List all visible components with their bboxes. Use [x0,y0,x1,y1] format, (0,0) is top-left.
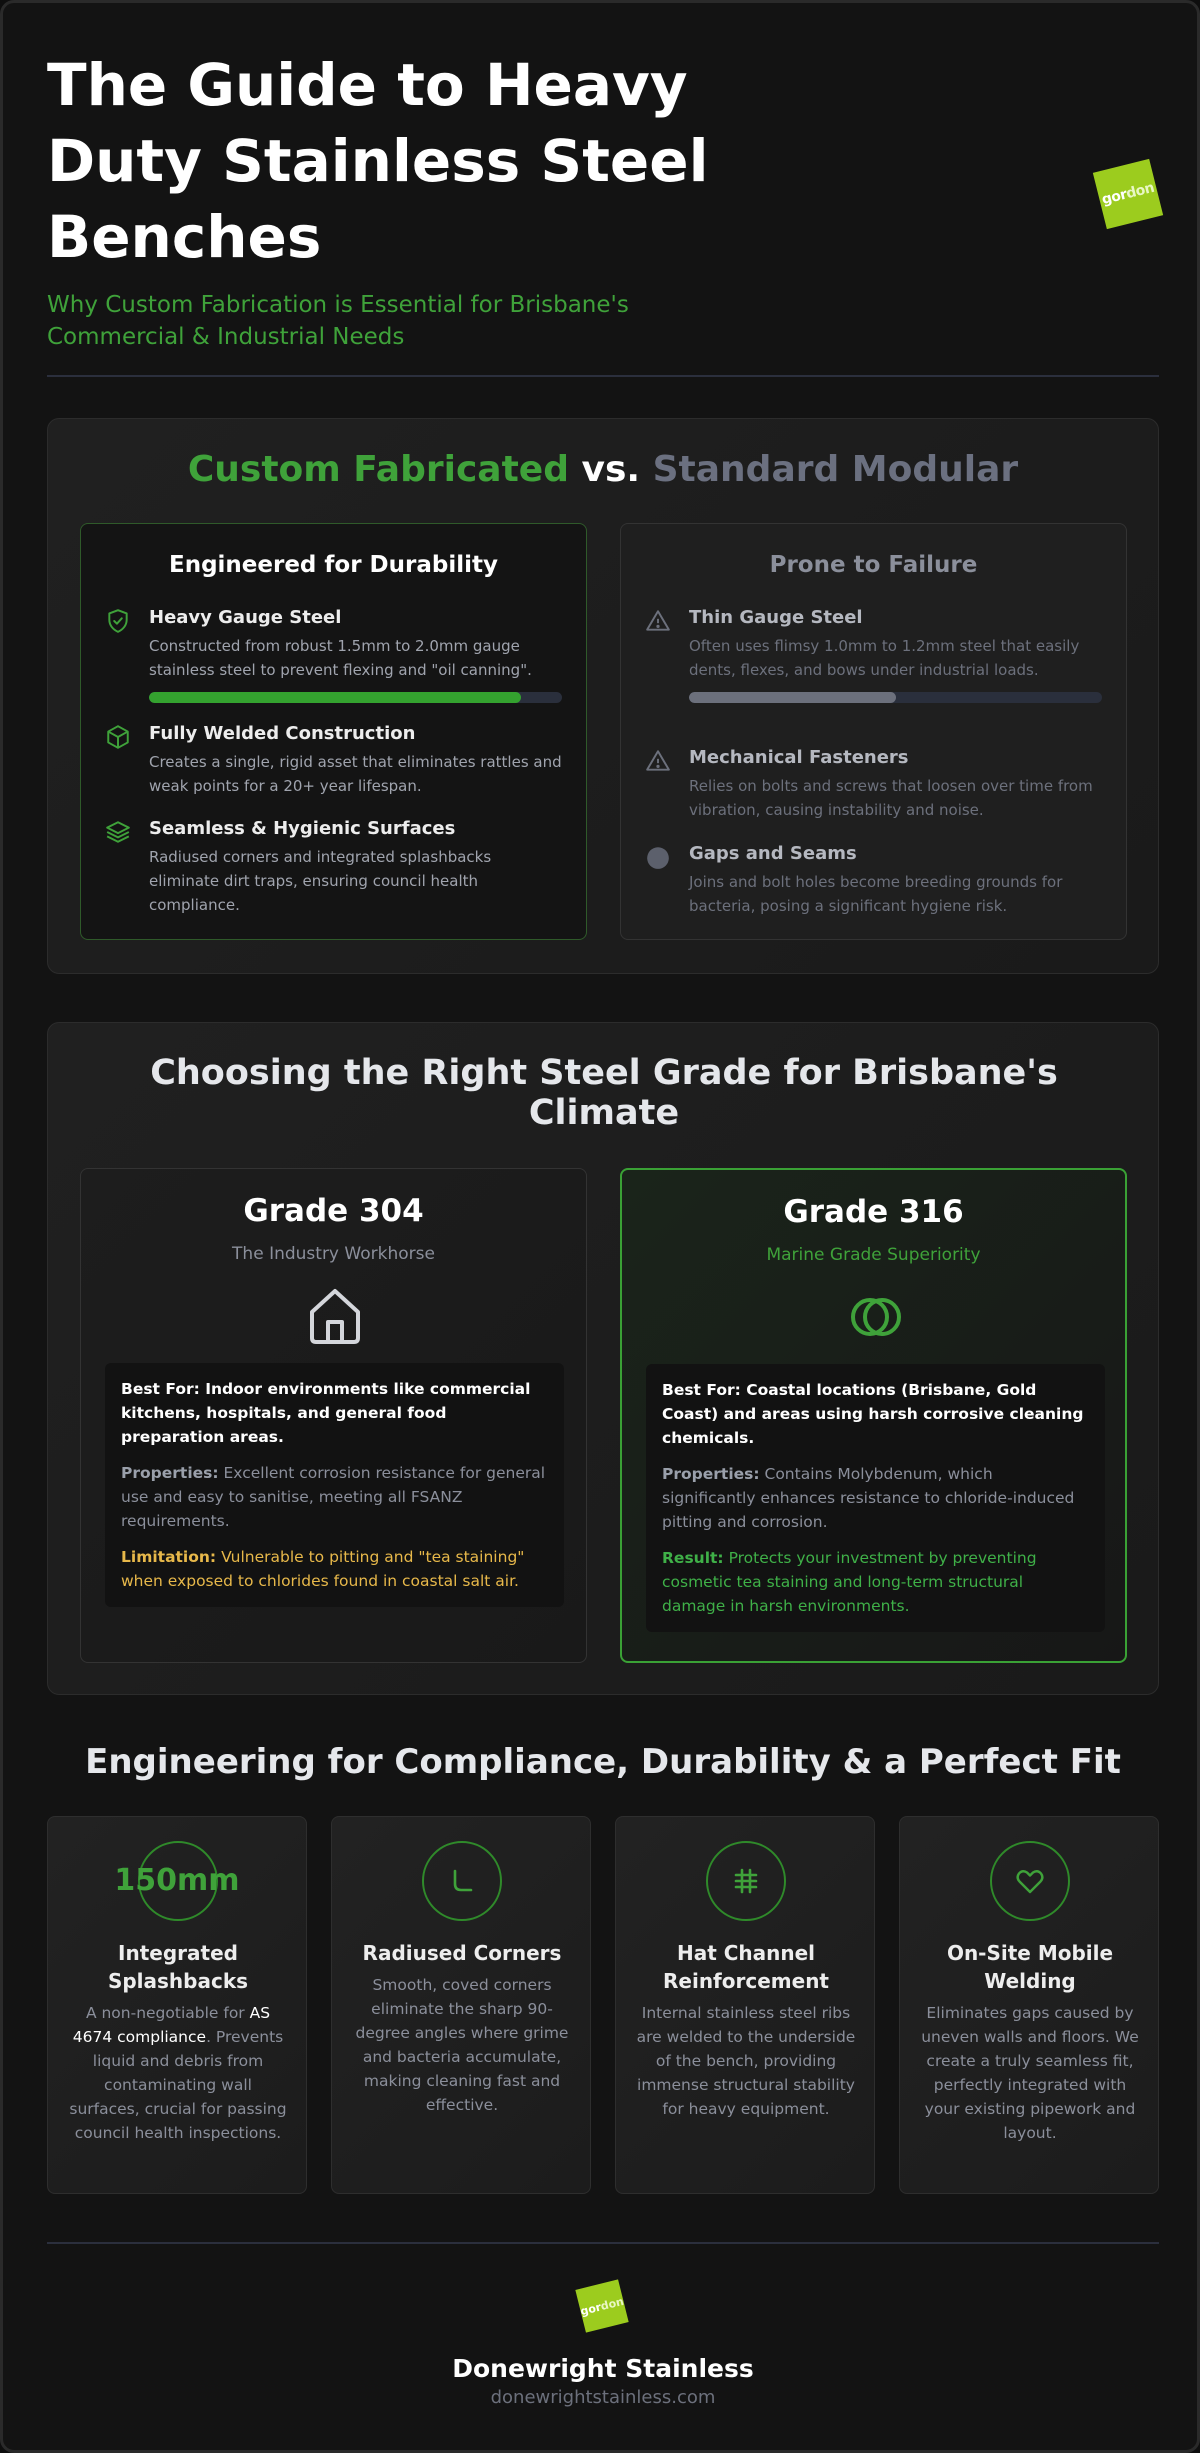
heart-icon [1014,1865,1046,1897]
feature-card-radiused-corners [331,1816,591,2194]
card-desc: Internal stainless steel ribs are welded to the underside of the bench, providing immense structural stability for heavy equipment. [636,2004,856,2118]
dot-icon [645,844,671,870]
gauge-bar-fill [149,692,521,703]
custom-fabricated-panel [80,523,587,940]
grade-subtitle: Marine Grade Superiority [766,1245,981,1265]
grade-subtitle: The Industry Workhorse [232,1244,435,1264]
feature-title: Thin Gauge Steel [689,607,863,628]
header [47,47,1159,353]
grade-316-card [620,1168,1127,1663]
company-website[interactable]: donewrightstainless.com [490,2387,716,2408]
feature-desc: Creates a single, rigid asset that eliminates rattles and weak points for a 20+ year lifespan. [149,753,562,795]
comparison-section [47,418,1159,974]
grade-304-card [80,1168,587,1663]
properties: Properties: Excellent corrosion resistance for general use and easy to sanitise, meeting all FSANZ requirements. [121,1464,546,1530]
standard-modular-panel [620,523,1127,940]
best-for: Best For: Indoor environments like commercial kitchens, hospitals, and general food preparation areas. [121,1380,531,1446]
grid-icon [730,1865,762,1897]
icon-circle [706,1841,786,1921]
divider [47,375,1159,377]
feature-card-splashbacks [47,1816,307,2194]
panel-heading: Engineered for Durability [168,552,498,578]
shield-check-icon [105,608,131,634]
result: Result: Protects your investment by preventing cosmetic tea staining and long-term structural damage in harsh environments. [662,1549,1037,1615]
gauge-bar [689,692,1102,703]
engineering-title: Engineering for Compliance, Durability & a Perfect Fit [85,1742,1121,1782]
feature-desc: Relies on bolts and screws that loosen over time from vibration, causing instability and noise. [689,777,1093,819]
steel-grade-section [47,1022,1159,1695]
card-title: Integrated Splashbacks [107,1941,249,1993]
card-title: Radiused Corners [362,1941,562,1965]
cube-icon [105,724,131,750]
page-subtitle: Why Custom Fabrication is Essential for Brisbane's Commercial & Industrial Needs [47,292,629,350]
double-circle-icon [848,1287,904,1347]
warning-icon [645,608,671,634]
splashback-height-stat: 150mm [114,1863,240,1898]
page-title: The Guide to Heavy Duty Stainless Steel Benches [47,51,709,271]
footer-logo: gor don [575,2279,628,2332]
feature-title: Mechanical Fasteners [689,747,909,768]
feature-card-mobile-welding [899,1816,1159,2194]
grades-title: Choosing the Right Steel Grade for Brisbane's Climate [150,1053,1058,1133]
feature-title: Seamless & Hygienic Surfaces [149,818,456,839]
grade-name: Grade 316 [783,1194,964,1230]
comparison-title: Custom Fabricated vs. Standard Modular [187,449,1019,490]
footer-divider [47,2242,1159,2244]
grade-details [646,1364,1105,1632]
feature-desc: Radiused corners and integrated splashbacks eliminate dirt traps, ensuring council health compliance. [149,848,492,914]
warning-icon [645,748,671,774]
panel-heading: Prone to Failure [769,552,978,578]
corner-icon [446,1865,478,1897]
layers-icon [105,819,131,845]
feature-desc: Joins and bolt holes become breeding grounds for bacteria, posing a significant hygiene risk. [689,873,1063,915]
icon-circle [990,1841,1070,1921]
feature-card-hat-channel [615,1816,875,2194]
card-desc: Eliminates gaps caused by uneven walls and floors. We create a truly seamless fit, perfectly integrated with your existing pipework and layout. [921,2004,1139,2142]
icon-circle [422,1841,502,1921]
grade-details [105,1363,564,1607]
card-title: Hat Channel Reinforcement [663,1941,829,1993]
card-title: On-Site Mobile Welding [946,1941,1114,1993]
company-name: Donewright Stainless [452,2354,754,2383]
feature-desc: Often uses flimsy 1.0mm to 1.2mm steel that easily dents, flexes, and bows under industrial loads. [689,637,1080,679]
brand-logo: gor don [1093,159,1163,229]
feature-desc: Constructed from robust 1.5mm to 2.0mm gauge stainless steel to prevent flexing and "oil canning". [149,637,532,679]
properties: Properties: Contains Molybdenum, which significantly enhances resistance to chloride-induced pitting and corrosion. [662,1465,1075,1531]
gauge-bar-fill [689,692,896,703]
feature-title: Heavy Gauge Steel [149,607,342,628]
limitation: Limitation: Vulnerable to pitting and "tea staining" when exposed to chlorides found in coastal salt air. [121,1548,525,1590]
card-desc: A non-negotiable for AS 4674 compliance. Prevents liquid and debris from contaminating wall surfaces, crucial for passing council health inspections. [69,2004,287,2142]
feature-title: Fully Welded Construction [149,723,416,744]
house-icon [307,1286,363,1346]
feature-title: Gaps and Seams [689,843,857,864]
card-desc: Smooth, coved corners eliminate the sharp 90-degree angles where grime and bacteria accumulate, making cleaning fast and effective. [355,1976,569,2114]
grade-name: Grade 304 [243,1193,424,1229]
gauge-bar [149,692,562,703]
best-for: Best For: Coastal locations (Brisbane, Gold Coast) and areas using harsh corrosive cleaning chemicals. [662,1381,1084,1447]
